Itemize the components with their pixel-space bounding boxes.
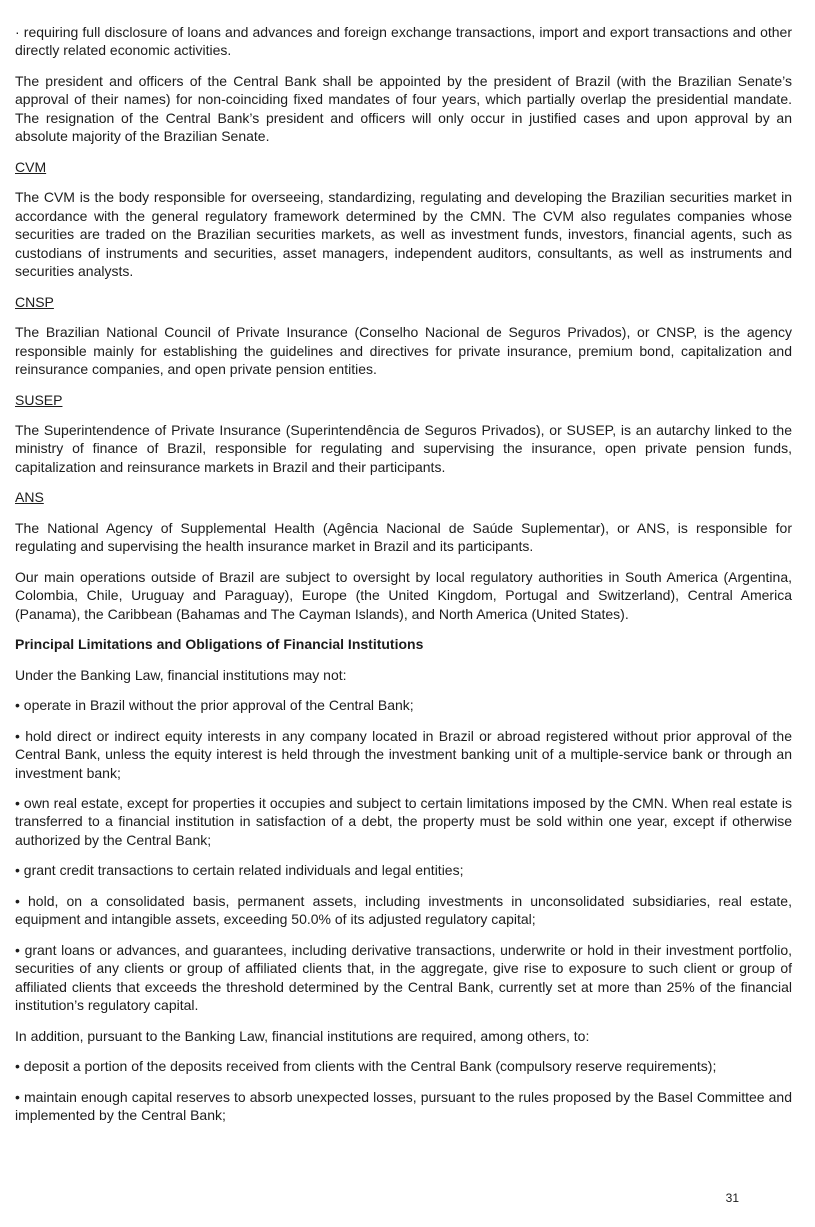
- bullet-item-credit-transactions: • grant credit transactions to certain related individuals and legal entities;: [15, 862, 464, 879]
- bullet-item-operate: • operate in Brazil without the prior approval of the Central Bank;: [15, 697, 414, 714]
- heading-cvm: CVM: [15, 158, 47, 175]
- bullet-item-loans-guarantees: • grant loans or advances, and guarantees, including derivative transactions, underwrite or hold in their investment portfolio, securities of any clients or group of affiliated clients that, in the aggregate, give rise to exposure to such client or group of affiliated clients that exceeds the threshold determined by the Central Bank, currently set at more than 25% of the financial institution’s regulatory capital.: [15, 941, 792, 1014]
- paragraph-cnsp-description: The Brazilian National Council of Private Insurance (Conselho Nacional de Seguros Privados), or CNSP, is the agency responsible mainly for establishing the guidelines and directives for private insurance, premium bond, capitalization and reinsurance companies, and open private pension entities.: [15, 324, 792, 378]
- bullet-continuation-disclosure: · requiring full disclosure of loans and advances and foreign exchange transactions, import and export transactions and other directly related economic activities.: [15, 24, 792, 59]
- bullet-item-capital-reserves: • maintain enough capital reserves to absorb unexpected losses, pursuant to the rules proposed by the Basel Committee and implemented by the Central Bank;: [15, 1088, 792, 1124]
- heading-susep: SUSEP: [15, 391, 63, 408]
- paragraph-in-addition: In addition, pursuant to the Banking Law, financial institutions are required, among others, to:: [15, 1027, 590, 1044]
- paragraph-susep-description: The Superintendence of Private Insurance (Superintendência de Seguros Privados), or SUSEP, is an autarchy linked to the ministry of finance of Brazil, responsible for regulating and supervising the insurance, open private pension funds, capitalization and reinsurance markets in Brazil and their participants.: [15, 421, 792, 475]
- heading-ans: ANS: [15, 489, 44, 506]
- paragraph-central-bank-officers: The president and officers of the Central Bank shall be appointed by the president of Brazil (with the Brazilian Senate’s approval of their names) for non-coinciding fixed mandates of four years, which partially overlap the presidential mandate. The resignation of the Central Bank’s president and officers will only occur in justified cases and upon approval by an absolute majority of the Brazilian Senate.: [15, 72, 792, 145]
- bullet-item-permanent-assets: • hold, on a consolidated basis, permanent assets, including investments in unconsolidated subsidiaries, real estate, equipment and intangible assets, exceeding 50.0% of its adjusted regulatory capital;: [15, 892, 792, 928]
- paragraph-banking-law-intro: Under the Banking Law, financial institutions may not:: [15, 666, 347, 683]
- heading-cnsp: CNSP: [15, 293, 54, 310]
- paragraph-ans-description: The National Agency of Supplemental Health (Agência Nacional de Saúde Suplementar), or ANS, is responsible for regulating and supervising the health insurance market in Brazil and its participants.: [15, 519, 792, 555]
- heading-principal-limitations: Principal Limitations and Obligations of Financial Institutions: [15, 636, 424, 653]
- bullet-item-equity-interests: • hold direct or indirect equity interests in any company located in Brazil or abroad registered without prior approval of the Central Bank, unless the equity interest is held through the investment banking unit of a multiple-service bank or through an investment bank;: [15, 727, 792, 781]
- paragraph-foreign-operations: Our main operations outside of Brazil are subject to oversight by local regulatory authorities in South America (Argentina, Colombia, Chile, Uruguay and Paraguay), Europe (the United Kingdom, Portugal and Switzerland), Central America (Panama), the Caribbean (Bahamas and The Cayman Islands), and North America (United States).: [15, 568, 792, 622]
- paragraph-cvm-description: The CVM is the body responsible for overseeing, standardizing, regulating and developing the Brazilian securities market in accordance with the general regulatory framework determined by the CMN. The CVM also regulates companies whose securities are traded on the Brazilian securities markets, as well as investment funds, investors, financial agents, such as custodians of instruments and securities, asset managers, independent auditors, consultants, as well as instruments and securities analysts.: [15, 189, 792, 280]
- bullet-item-deposit-reserves: • deposit a portion of the deposits received from clients with the Central Bank (compulsory reserve requirements);: [15, 1058, 717, 1075]
- page-number: 31: [725, 1191, 739, 1206]
- bullet-item-real-estate: • own real estate, except for properties it occupies and subject to certain limitations imposed by the CMN. When real estate is transferred to a financial institution in satisfaction of a debt, the property must be sold within one year, except if otherwise authorized by the Central Bank;: [15, 795, 792, 848]
